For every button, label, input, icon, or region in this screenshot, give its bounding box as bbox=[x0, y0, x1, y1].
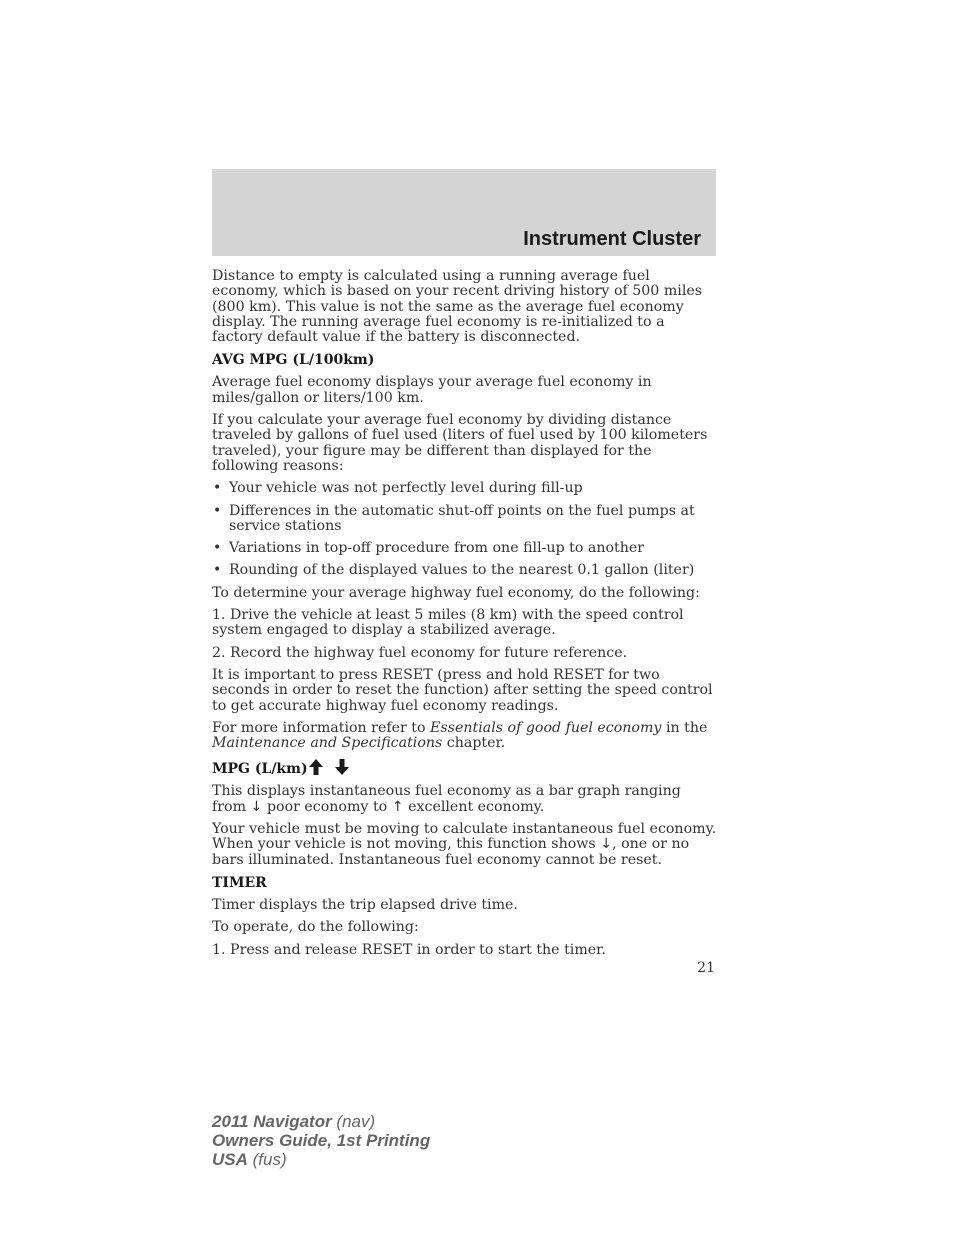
footer-line-3 bbox=[212, 1150, 430, 1169]
mpg-paragraph-1 bbox=[212, 784, 717, 815]
fuel-economy-reference: Essentials of good fuel economy bbox=[430, 719, 662, 736]
section-title: Instrument Cluster bbox=[523, 228, 701, 250]
mpg-p1-text-a: This displays instantaneous fuel economy as a bar graph ranging from bbox=[212, 783, 681, 815]
timer-paragraph-1: Timer displays the trip elapsed drive time. bbox=[212, 896, 518, 913]
section-header bbox=[212, 169, 716, 256]
down-arrow-icon bbox=[334, 758, 350, 776]
avg-mpg-paragraph-3: To determine your average highway fuel economy, do the following: bbox=[212, 584, 700, 601]
mpg-p2-text-a: Your vehicle must be moving to calculate instantaneous fuel economy. When your vehicle is not moving, this function shows bbox=[212, 821, 717, 853]
more-info-suffix: chapter. bbox=[442, 735, 506, 752]
footer-market-code: (fus) bbox=[247, 1150, 287, 1169]
reasons-list bbox=[212, 481, 717, 578]
footer-model: 2011 Navigator bbox=[212, 1112, 332, 1131]
footer-line-1 bbox=[212, 1112, 430, 1131]
mpg-heading bbox=[212, 758, 717, 777]
avg-mpg-paragraph-4: It is important to press RESET (press and hold RESET for two seconds in order to reset the function) after setting the speed control to get accurate highway fuel economy readings. bbox=[212, 666, 713, 714]
list-item: • Your vehicle was not perfectly level during fill-up bbox=[212, 481, 717, 496]
mpg-heading-text: MPG (L/km) bbox=[212, 761, 308, 778]
footer-market: USA bbox=[212, 1150, 248, 1169]
avg-mpg-step-1: 1. Drive the vehicle at least 5 miles (8 km) with the speed control system engaged to display a stabilized average. bbox=[212, 607, 684, 639]
avg-mpg-heading: AVG MPG (L/100km) bbox=[212, 352, 375, 369]
footer-guide: Owners Guide, 1st Printing bbox=[212, 1131, 431, 1150]
avg-mpg-paragraph-2: If you calculate your average fuel economy by dividing distance traveled by gallons of fuel used (liters of fuel used by 100 kilometers traveled), your figure may be different than displayed for the following reasons: bbox=[212, 412, 708, 474]
more-info-middle: in the bbox=[661, 719, 708, 736]
footer-line-2 bbox=[212, 1131, 430, 1150]
down-arrow-icon: ↓ bbox=[600, 836, 613, 853]
more-info-prefix: For more information refer to bbox=[212, 719, 431, 736]
footer bbox=[212, 1112, 430, 1169]
more-info-paragraph bbox=[212, 721, 717, 752]
timer-heading: TIMER bbox=[212, 874, 267, 891]
maintenance-chapter-reference: Maintenance and Specifications bbox=[212, 735, 443, 752]
mpg-p1-text-c: excellent economy. bbox=[403, 798, 545, 815]
mpg-p2-text-b: , one or no bars illuminated. Instantaneous fuel economy cannot be reset. bbox=[212, 836, 690, 868]
list-item: • Variations in top-off procedure from one fill-up to another bbox=[212, 541, 717, 556]
mpg-p1-text-b: poor economy to bbox=[262, 798, 392, 815]
intro-paragraph: Distance to empty is calculated using a running average fuel economy, which is based on your recent driving history of 500 miles (800 km). This value is not the same as the average fuel economy display. The running average fuel economy is re-initialized to a factory default value if the battery is disconnected. bbox=[212, 268, 703, 346]
page-content bbox=[212, 269, 717, 965]
mpg-paragraph-2 bbox=[212, 822, 717, 868]
avg-mpg-step-2: 2. Record the highway fuel economy for future reference. bbox=[212, 644, 628, 661]
page-number: 21 bbox=[697, 960, 715, 976]
down-arrow-icon: ↓ bbox=[250, 798, 263, 815]
list-item: • Differences in the automatic shut-off points on the fuel pumps at service stations bbox=[212, 504, 717, 535]
footer-model-code: (nav) bbox=[331, 1112, 376, 1131]
avg-mpg-paragraph-1: Average fuel economy displays your average fuel economy in miles/gallon or liters/100 km. bbox=[212, 374, 652, 406]
timer-paragraph-2: To operate, do the following: bbox=[212, 919, 419, 936]
timer-step-1: 1. Press and release RESET in order to start the timer. bbox=[212, 941, 606, 958]
up-arrow-icon bbox=[308, 758, 324, 776]
up-arrow-icon: ↑ bbox=[391, 798, 404, 815]
list-item: • Rounding of the displayed values to the nearest 0.1 gallon (liter) bbox=[212, 563, 717, 578]
